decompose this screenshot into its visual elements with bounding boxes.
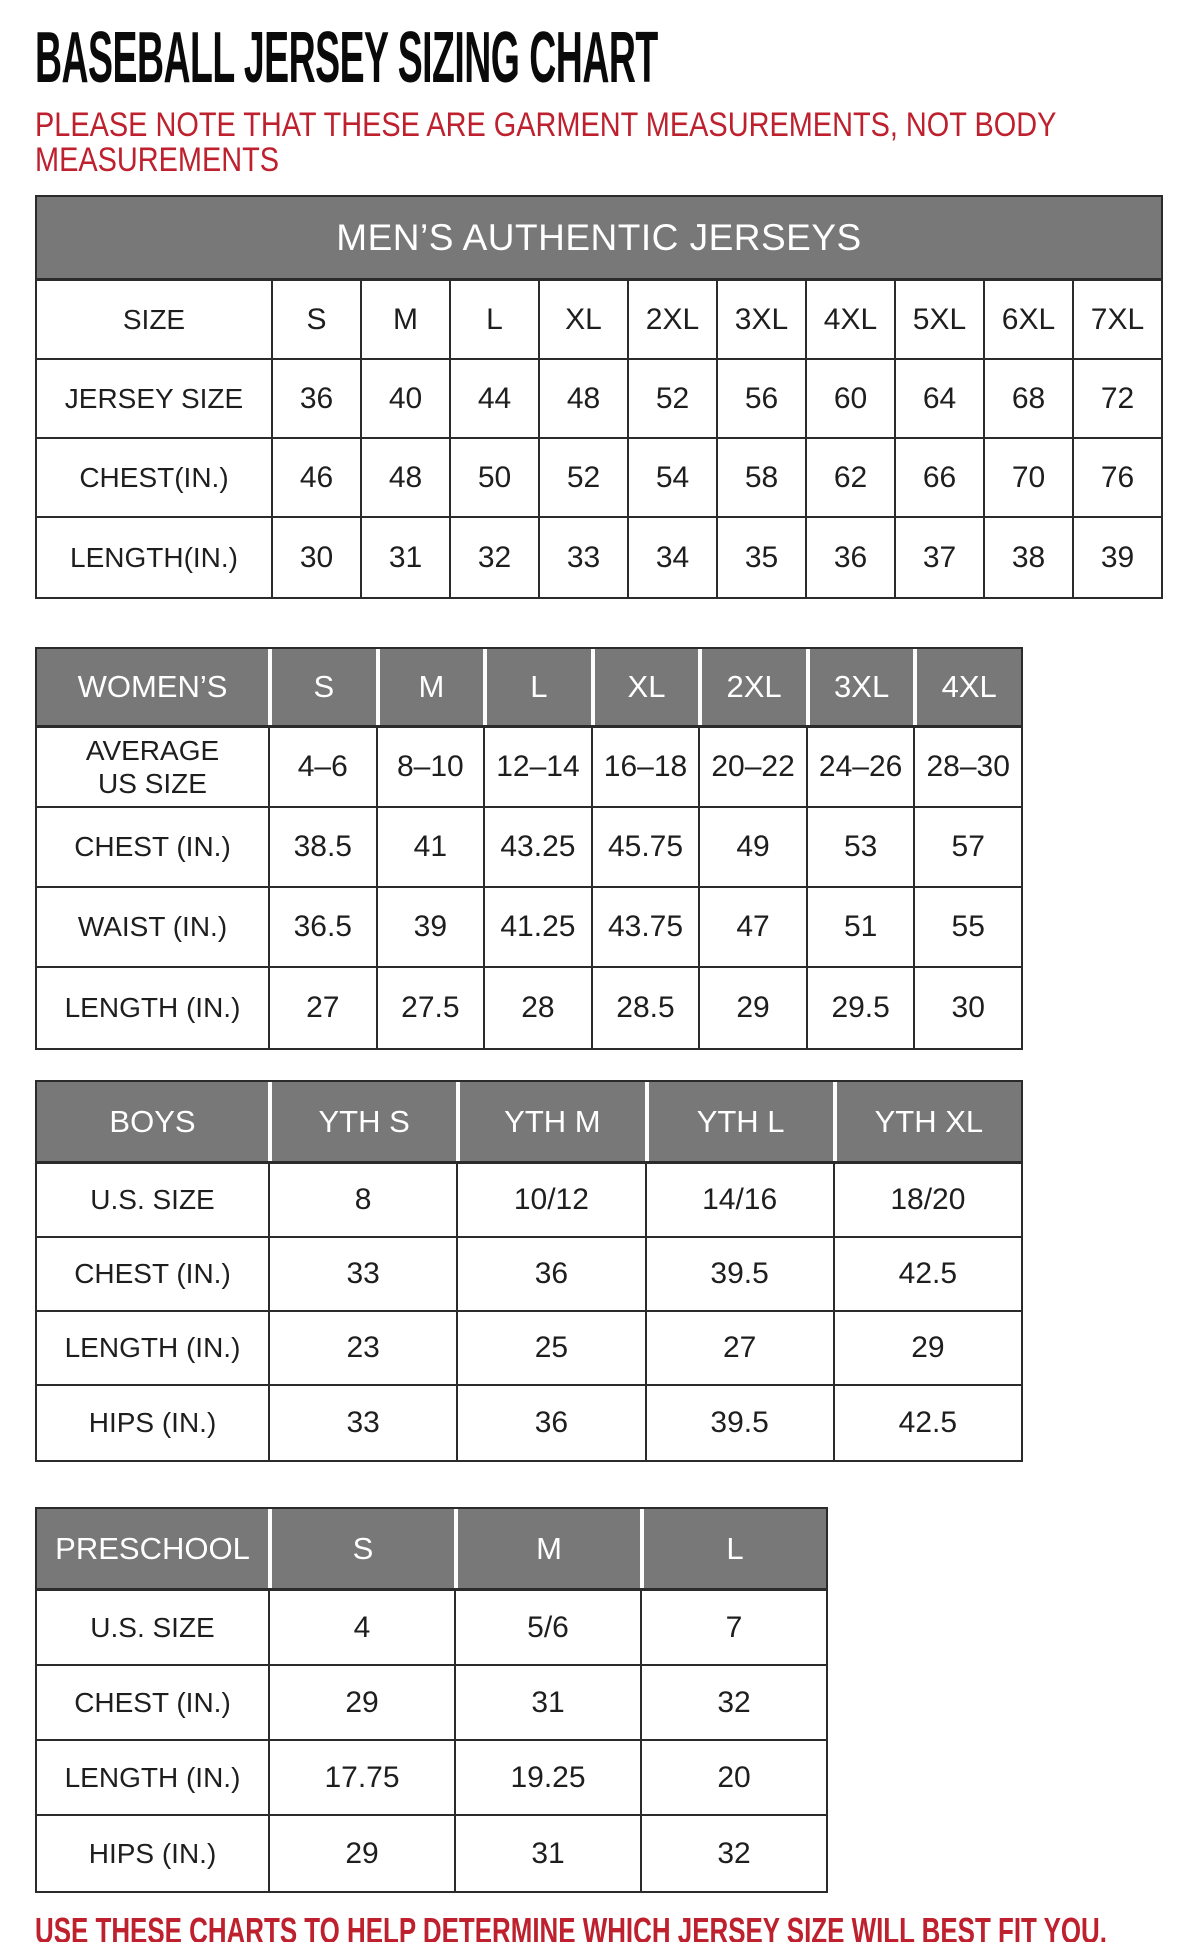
value-cell: 66 — [894, 439, 983, 516]
garment-measurements-note: PLEASE NOTE THAT THESE ARE GARMENT MEASUREMENTS, NOT BODY MEASUREMENTS — [35, 106, 1056, 179]
value-cell: 39.5 — [645, 1238, 833, 1310]
value-cell: 8–10 — [376, 728, 484, 806]
value-cell: 58 — [716, 439, 805, 516]
value-cell: 76 — [1072, 439, 1161, 516]
preschool-header-label: PRESCHOOL — [37, 1509, 268, 1588]
table-row — [37, 1238, 1021, 1312]
row-label: CHEST (IN.) — [74, 1686, 231, 1718]
value-cell: XL — [538, 281, 627, 358]
value-cell: 4 — [268, 1591, 454, 1664]
value-cell: 25 — [456, 1312, 644, 1384]
size-header-cell: YTH S — [268, 1082, 456, 1161]
value-cell: 20–22 — [698, 728, 806, 806]
value-cell: 14/16 — [645, 1164, 833, 1236]
size-header-cell: L — [640, 1509, 826, 1588]
value-cell: 45.75 — [591, 808, 699, 886]
value-cell: 41 — [376, 808, 484, 886]
mens-table-banner: MEN’S AUTHENTIC JERSEYS — [37, 197, 1161, 281]
preschool-sizing-table — [35, 1507, 828, 1893]
value-cell: 49 — [698, 808, 806, 886]
size-header-cell: 4XL — [913, 649, 1021, 725]
value-cell: 17.75 — [268, 1741, 454, 1814]
table-row — [37, 360, 1161, 439]
value-cell: 30 — [271, 518, 360, 597]
row-label: CHEST(IN.) — [79, 461, 229, 493]
value-cell: 72 — [1072, 360, 1161, 437]
row-label: LENGTH (IN.) — [64, 1761, 241, 1793]
value-cell: 31 — [454, 1816, 640, 1891]
value-cell: 48 — [360, 439, 449, 516]
value-cell: 33 — [268, 1386, 456, 1460]
value-cell: 29.5 — [806, 968, 914, 1048]
mens-authentic-jerseys-table — [35, 195, 1163, 599]
value-cell: 29 — [268, 1816, 454, 1891]
value-cell: 28 — [483, 968, 591, 1048]
table-row — [37, 1741, 826, 1816]
row-label: CHEST (IN.) — [74, 1258, 231, 1290]
value-cell: 54 — [627, 439, 716, 516]
value-cell: 44 — [449, 360, 538, 437]
table-row — [37, 888, 1021, 968]
value-cell: 4XL — [805, 281, 894, 358]
value-cell: 48 — [538, 360, 627, 437]
value-cell: 28.5 — [591, 968, 699, 1048]
value-cell: 36 — [456, 1238, 644, 1310]
row-label: LENGTH(IN.) — [70, 541, 238, 573]
value-cell: 2XL — [627, 281, 716, 358]
value-cell: 55 — [913, 888, 1021, 966]
value-cell: 19.25 — [454, 1741, 640, 1814]
value-cell: 32 — [640, 1666, 826, 1739]
value-cell: 43.75 — [591, 888, 699, 966]
boys-sizing-table — [35, 1080, 1023, 1462]
value-cell: 16–18 — [591, 728, 699, 806]
value-cell: 68 — [983, 360, 1072, 437]
value-cell: 50 — [449, 439, 538, 516]
table-row — [37, 1591, 826, 1666]
value-cell: 24–26 — [806, 728, 914, 806]
value-cell: 52 — [627, 360, 716, 437]
table-row — [37, 1816, 826, 1891]
value-cell: 31 — [454, 1666, 640, 1739]
row-label: JERSEY SIZE — [64, 382, 244, 414]
preschool-header-row — [37, 1509, 826, 1591]
boys-header-label: BOYS — [37, 1082, 268, 1161]
value-cell: 39.5 — [645, 1386, 833, 1460]
boys-header-row — [37, 1082, 1021, 1164]
row-label: LENGTH (IN.) — [64, 1332, 241, 1364]
table-row — [37, 968, 1021, 1048]
table-row — [37, 1164, 1021, 1238]
value-cell: 56 — [716, 360, 805, 437]
value-cell: 53 — [806, 808, 914, 886]
value-cell: 7XL — [1072, 281, 1161, 358]
value-cell: 28–30 — [913, 728, 1021, 806]
value-cell: 36 — [805, 518, 894, 597]
value-cell: 42.5 — [833, 1386, 1021, 1460]
value-cell: 5/6 — [454, 1591, 640, 1664]
value-cell: 39 — [1072, 518, 1161, 597]
value-cell: 47 — [698, 888, 806, 966]
value-cell: 8 — [268, 1164, 456, 1236]
value-cell: 29 — [268, 1666, 454, 1739]
value-cell: 57 — [913, 808, 1021, 886]
value-cell: 39 — [376, 888, 484, 966]
table-row — [37, 518, 1161, 597]
value-cell: 36 — [456, 1386, 644, 1460]
value-cell: 35 — [716, 518, 805, 597]
size-header-cell: S — [268, 649, 376, 725]
value-cell: 64 — [894, 360, 983, 437]
table-row — [37, 1666, 826, 1741]
value-cell: 10/12 — [456, 1164, 644, 1236]
value-cell: 20 — [640, 1741, 826, 1814]
value-cell: 52 — [538, 439, 627, 516]
value-cell: 5XL — [894, 281, 983, 358]
value-cell: 31 — [360, 518, 449, 597]
value-cell: 34 — [627, 518, 716, 597]
size-header-cell: M — [376, 649, 484, 725]
size-header-cell: YTH L — [645, 1082, 833, 1161]
value-cell: 12–14 — [483, 728, 591, 806]
table-row — [37, 808, 1021, 888]
value-cell: 51 — [806, 888, 914, 966]
value-cell: 42.5 — [833, 1238, 1021, 1310]
value-cell: 27 — [645, 1312, 833, 1384]
value-cell: 23 — [268, 1312, 456, 1384]
value-cell: 30 — [913, 968, 1021, 1048]
value-cell: 32 — [640, 1816, 826, 1891]
value-cell: M — [360, 281, 449, 358]
value-cell: 4–6 — [268, 728, 376, 806]
size-header-cell: L — [483, 649, 591, 725]
table-row — [37, 439, 1161, 518]
size-header-cell: 3XL — [806, 649, 914, 725]
value-cell: 27.5 — [376, 968, 484, 1048]
table-row — [37, 728, 1021, 808]
value-cell: 6XL — [983, 281, 1072, 358]
table-row — [37, 1312, 1021, 1386]
value-cell: 29 — [833, 1312, 1021, 1384]
row-label: WAIST (IN.) — [77, 911, 228, 943]
value-cell: 32 — [449, 518, 538, 597]
row-label: LENGTH (IN.) — [64, 992, 241, 1024]
size-header-cell: 2XL — [698, 649, 806, 725]
value-cell: 41.25 — [483, 888, 591, 966]
value-cell: L — [449, 281, 538, 358]
womens-sizing-table — [35, 647, 1023, 1050]
value-cell: 60 — [805, 360, 894, 437]
value-cell: 18/20 — [833, 1164, 1021, 1236]
row-label: CHEST (IN.) — [74, 831, 231, 863]
value-cell: 62 — [805, 439, 894, 516]
row-label: U.S. SIZE — [90, 1611, 215, 1643]
size-header-cell: S — [268, 1509, 454, 1588]
page-title: BASEBALL JERSEY SIZING CHART — [35, 18, 658, 98]
size-header-cell: M — [454, 1509, 640, 1588]
size-header-cell: XL — [591, 649, 699, 725]
row-label: AVERAGE US SIZE — [85, 734, 220, 799]
value-cell: 46 — [271, 439, 360, 516]
row-label: HIPS (IN.) — [88, 1407, 217, 1439]
value-cell: 27 — [268, 968, 376, 1048]
value-cell: 33 — [268, 1238, 456, 1310]
row-label: U.S. SIZE — [90, 1184, 215, 1216]
value-cell: 33 — [538, 518, 627, 597]
table-row — [37, 1386, 1021, 1460]
value-cell: 7 — [640, 1591, 826, 1664]
row-label: HIPS (IN.) — [88, 1837, 217, 1869]
value-cell: 43.25 — [483, 808, 591, 886]
value-cell: 36 — [271, 360, 360, 437]
value-cell: 37 — [894, 518, 983, 597]
value-cell: 29 — [698, 968, 806, 1048]
value-cell: 36.5 — [268, 888, 376, 966]
size-header-cell: YTH XL — [833, 1082, 1021, 1161]
footer-note: USE THESE CHARTS TO HELP DETERMINE WHICH JERSEY SIZE WILL BEST FIT YOU. — [35, 1910, 1107, 1942]
womens-header-label: WOMEN’S — [37, 649, 268, 725]
value-cell: 38.5 — [268, 808, 376, 886]
table-row — [37, 281, 1161, 360]
size-header-cell: YTH M — [456, 1082, 644, 1161]
value-cell: 70 — [983, 439, 1072, 516]
value-cell: S — [271, 281, 360, 358]
womens-header-row — [37, 649, 1021, 728]
value-cell: 38 — [983, 518, 1072, 597]
row-label: SIZE — [122, 303, 186, 335]
value-cell: 3XL — [716, 281, 805, 358]
value-cell: 40 — [360, 360, 449, 437]
